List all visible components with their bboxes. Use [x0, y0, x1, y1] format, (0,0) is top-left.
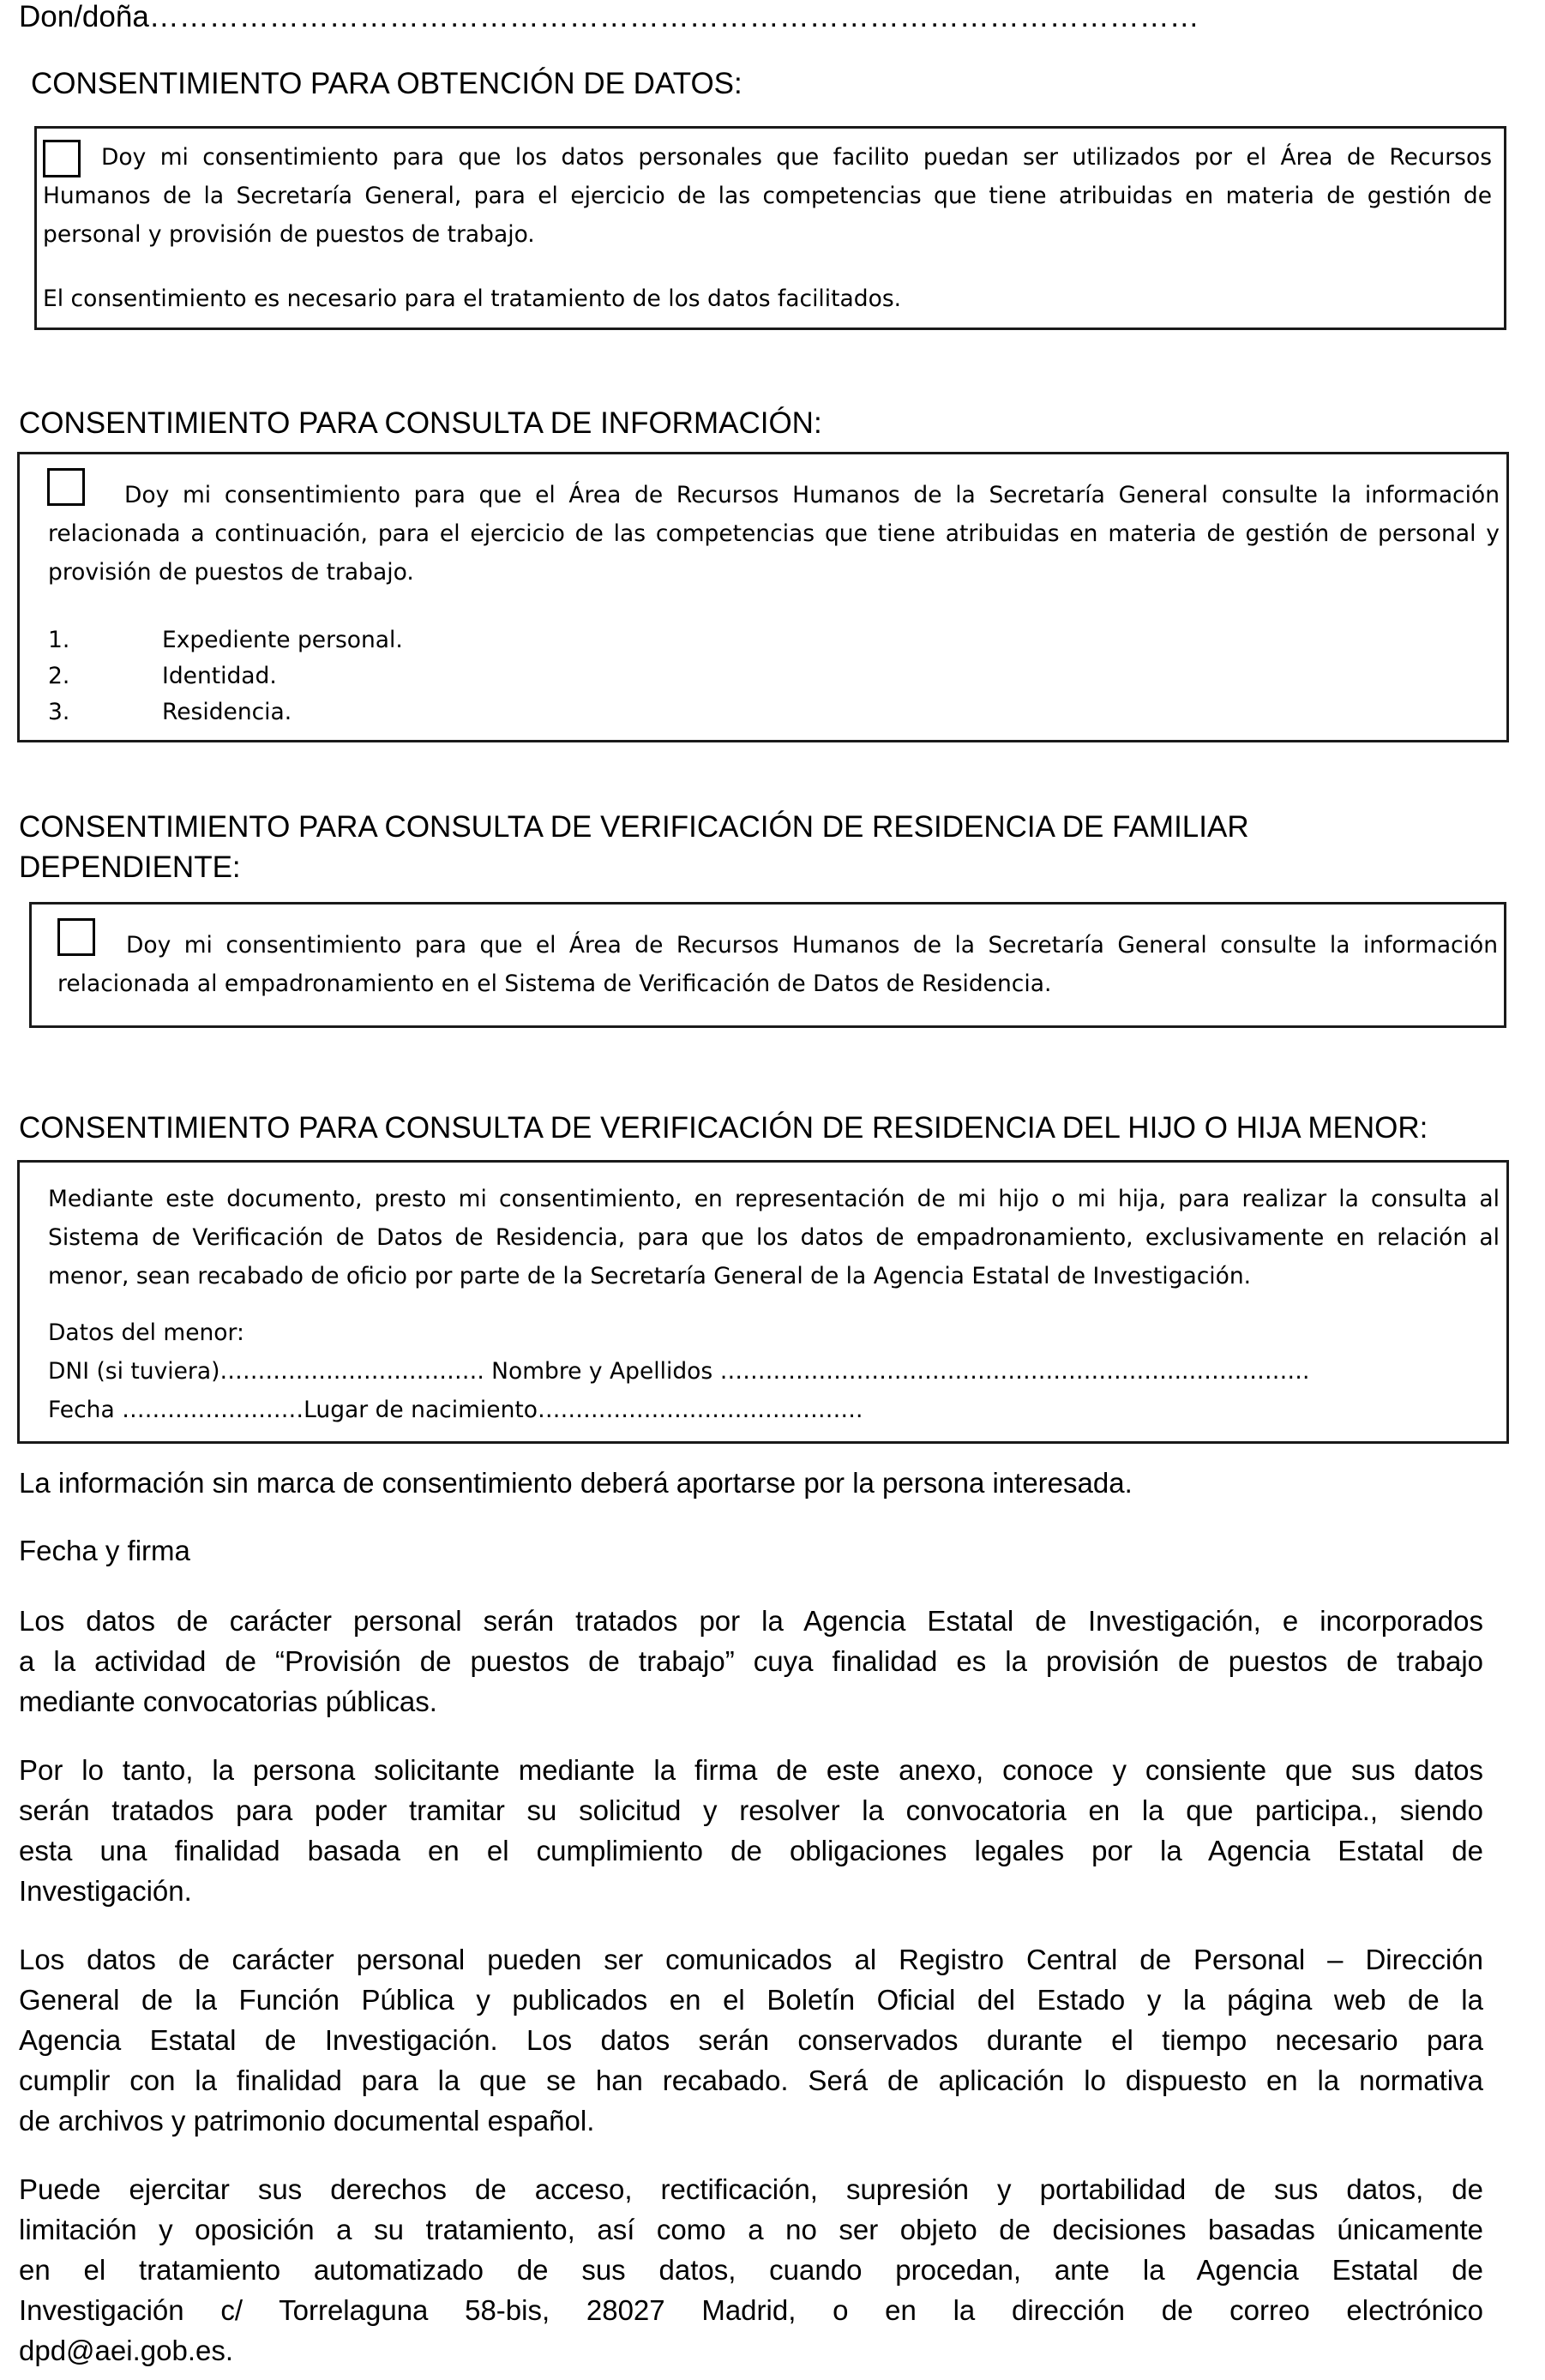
- paragraph-1: Los datos de carácter personal serán tratados por la Agencia Estatal de Investigación, e incorporados a la actividad de “Provisión de puestos de trabajo” cuya finalidad es la provisión de puestos de trabajo mediante convocatorias públicas.: [19, 1605, 1483, 1717]
- section-1-text: [43, 138, 1492, 318]
- section-2-line-3: provisión de puestos de trabajo.: [48, 559, 414, 586]
- fecha-lugar-field: Fecha ……………………Lugar de nacimiento…………………………………….: [48, 1397, 863, 1423]
- section-1-line-3: personal y provisión de puestos de trabajo.: [43, 221, 535, 248]
- section-2-line-2: relacionada a continuación, para el ejercicio de las competencias que tiene atribuidas en materia de gestión de personal y: [48, 520, 1500, 547]
- dni-nombre-field: DNI (si tuviera)…………….………………. Nombre y Apellidos ……………………………………………………..…………….: [48, 1358, 1310, 1385]
- section-1-note: El consentimiento es necesario para el tratamiento de los datos facilitados.: [43, 285, 902, 312]
- section-4-title: CONSENTIMIENTO PARA CONSULTA DE VERIFICACIÓN DE RESIDENCIA DEL HIJO O HIJA MENOR:: [19, 1111, 1428, 1145]
- section-4-line-3: menor, sean recabado de oficio por parte de la Secretaría General de la Agencia Estatal de Investigación.: [48, 1263, 1252, 1289]
- paragraph-4: Puede ejercitar sus derechos de acceso, rectificación, supresión y portabilidad de sus datos, de limitación y oposición a su tratamiento, así como a no ser objeto de decisiones basadas únicamente en el tratamiento automatizado de sus datos, cuando procedan, ante la Agencia Estatal de Investigación c/ Torrelaguna 58-bis, 28027 Madrid, o en la dirección de correo electrónico dpd@aei.gob.es.: [19, 2173, 1483, 2366]
- paragraph-3: Los datos de carácter personal pueden ser comunicados al Registro Central de Personal – Dirección General de la Función Pública y publicados en el Boletín Oficial del Estado y la página web de la Agencia Estatal de Investigación. Los datos serán conservados durante el tiempo necesario para cumplir con la finalidad para la que se han recabado. Será de aplicación lo dispuesto en la normativa de archivos y patrimonio documental español.: [19, 1944, 1483, 2137]
- section-4-text: [48, 1180, 1500, 1429]
- section-2-title: CONSENTIMIENTO PARA CONSULTA DE INFORMACIÓN:: [19, 406, 822, 440]
- sin-marca-note: La información sin marca de consentimiento deberá aportarse por la persona interesada.: [19, 1467, 1133, 1499]
- section-1-title: CONSENTIMIENTO PARA OBTENCIÓN DE DATOS:: [31, 67, 742, 100]
- section-2-box: [17, 452, 1509, 742]
- list-item: 1. Expediente personal.: [48, 627, 403, 653]
- section-3-line-2: relacionada al empadronamiento en el Sistema de Verificación de Datos de Residencia.: [57, 971, 1052, 997]
- paragraph-2: Por lo tanto, la persona solicitante mediante la firma de este anexo, conoce y consiente que sus datos serán tratados para poder tramitar su solicitud y resolver la convocatoria en la que participa., siendo esta una finalidad basada en el cumplimiento de obligaciones legales por la Agencia Estatal de Investigación.: [19, 1754, 1483, 1907]
- section-3-title-line-1: CONSENTIMIENTO PARA CONSULTA DE VERIFICACIÓN DE RESIDENCIA DE FAMILIAR: [19, 810, 1249, 844]
- section-1-line-2: Humanos de la Secretaría General, para el ejercicio de las competencias que tiene atribuidas en materia de gestión de: [43, 183, 1492, 209]
- fecha-firma-label: Fecha y firma: [19, 1535, 190, 1566]
- section-2-text: [48, 476, 1500, 592]
- section-2-list: [48, 622, 403, 730]
- section-4-box: [17, 1160, 1509, 1444]
- don-dona-line: Don/doña……………………………………………………………………………………………: [19, 0, 1199, 33]
- section-4-line-1: Mediante este documento, presto mi consentimiento, en representación de mi hijo o mi hija, para realizar la consulta al: [48, 1186, 1500, 1212]
- section-3-title-line-2: DEPENDIENTE:: [19, 850, 241, 884]
- section-3-line-1: Doy mi consentimiento para que el Área de Recursos Humanos de la Secretaría General consulte la información: [126, 932, 1498, 959]
- section-3-text: [57, 926, 1498, 1003]
- section-1-box: [34, 126, 1506, 330]
- section-1-line-1: Doy mi consentimiento para que los datos personales que facilito puedan ser utilizados por el Área de Recursos: [101, 144, 1492, 171]
- list-item: 3. Residencia.: [48, 699, 292, 725]
- list-item: 2. Identidad.: [48, 663, 277, 689]
- datos-menor-label: Datos del menor:: [48, 1319, 244, 1346]
- section-2-line-1: Doy mi consentimiento para que el Área de Recursos Humanos de la Secretaría General consulte la información: [124, 482, 1500, 508]
- section-3-box: [29, 902, 1506, 1028]
- section-4-line-2: Sistema de Verificación de Datos de Residencia, para que los datos de empadronamiento, exclusivamente en relación al: [48, 1224, 1500, 1251]
